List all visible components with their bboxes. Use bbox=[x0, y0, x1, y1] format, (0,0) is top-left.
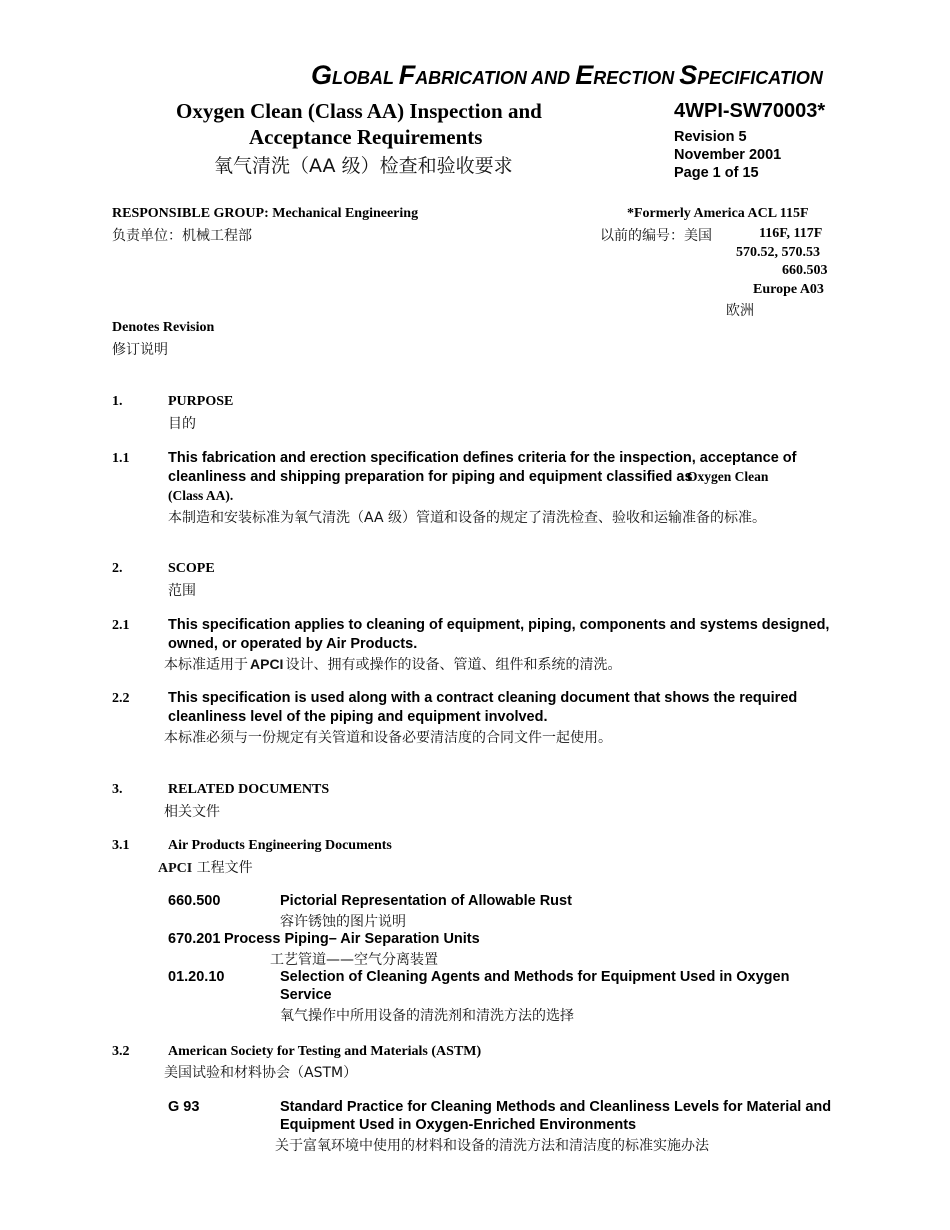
section-1-1-overlap-text: Oxygen Clean bbox=[687, 469, 769, 484]
page-number: Page 1 of 15 bbox=[674, 165, 759, 181]
section-3-title-cn: 相关文件 bbox=[164, 804, 220, 820]
spec-series-title: GLOBAL FABRICATION AND ERECTION SPECIFICATION bbox=[311, 60, 823, 90]
formerly-line4: 660.503 bbox=[782, 263, 828, 278]
formerly-numbers: *Formerly America ACL 115F bbox=[627, 206, 809, 221]
section-1-1-line2: cleanliness and shipping preparation for piping and equipment classified as bbox=[168, 469, 693, 485]
formerly-line5: Europe A03 bbox=[753, 282, 824, 297]
apci-doc-code: 660.500 bbox=[168, 893, 221, 909]
denotes-revision: Denotes Revision bbox=[112, 320, 215, 335]
document-title-line1: Oxygen Clean (Class AA) Inspection and bbox=[176, 99, 542, 123]
formerly-line2: 116F, 117F bbox=[759, 226, 823, 241]
responsible-group-cn: 负责单位：机械工程部 bbox=[112, 228, 252, 244]
formerly-europe-cn: 欧洲 bbox=[726, 303, 754, 319]
section-3-1-cn bbox=[158, 857, 253, 877]
section-2-1-line1: This specification applies to cleaning of equipment, piping, components and systems designed, bbox=[168, 617, 830, 633]
section-2-1-cn-c: 设计、拥有或操作的设备、管道、组件和系统的清洗。 bbox=[285, 657, 622, 673]
section-1-title: PURPOSE bbox=[168, 394, 234, 409]
astm-doc-title-line2: Equipment Used in Oxygen-Enriched Environments bbox=[280, 1117, 637, 1133]
section-3-1-number: 3.1 bbox=[112, 838, 130, 853]
document-title-cn: 氧气清洗（AA 级）检查和验收要求 bbox=[214, 155, 513, 177]
apci-doc-title-line1: Selection of Cleaning Agents and Methods for Equipment Used in Oxygen bbox=[280, 969, 790, 985]
section-2-1-cn-a: 本标准适用于 bbox=[164, 657, 248, 673]
section-2-2-number: 2.2 bbox=[112, 691, 130, 706]
apci-doc-code: 670.201 bbox=[168, 931, 221, 947]
formerly-line3: 570.52, 570.53 bbox=[736, 245, 820, 260]
apci-doc-title: Pictorial Representation of Allowable Rust bbox=[280, 893, 572, 909]
section-3-2-title: American Society for Testing and Materials (ASTM) bbox=[168, 1044, 482, 1059]
astm-doc-title-cn: 关于富氧环境中使用的材料和设备的清洗方法和清洁度的标准实施办法 bbox=[275, 1138, 709, 1154]
apci-doc-code: 01.20.10 bbox=[168, 969, 225, 985]
section-1-1-line3: (Class AA). bbox=[168, 488, 234, 503]
astm-doc-code: G 93 bbox=[168, 1099, 200, 1115]
revision-date: November 2001 bbox=[674, 147, 782, 163]
apci-doc-title-cn: 容许锈蚀的图片说明 bbox=[280, 914, 406, 930]
astm-doc-title-line1: Standard Practice for Cleaning Methods and Cleanliness Levels for Material and bbox=[280, 1099, 832, 1115]
denotes-revision-cn: 修订说明 bbox=[112, 342, 168, 358]
section-3-2-cn: 美国试验和材料协会（ASTM） bbox=[164, 1065, 358, 1081]
section-2-1-cn bbox=[164, 654, 621, 674]
section-2-title-cn: 范围 bbox=[168, 583, 196, 599]
document-number: 4WPI-SW70003* bbox=[674, 100, 826, 122]
apci-doc-title-cn: 工艺管道——空气分离装置 bbox=[270, 952, 438, 968]
section-2-2-line2: cleanliness level of the piping and equipment involved. bbox=[168, 709, 548, 725]
section-1-1-number: 1.1 bbox=[112, 451, 130, 466]
section-2-1-number: 2.1 bbox=[112, 618, 130, 633]
section-2-number: 2. bbox=[112, 561, 123, 576]
section-2-2-line1: This specification is used along with a contract cleaning document that shows the required bbox=[168, 690, 798, 706]
section-3-1-cn-rest: 工程文件 bbox=[192, 860, 253, 876]
section-1-1-line1: This fabrication and erection specification defines criteria for the inspection, acceptance of bbox=[168, 450, 797, 466]
apci-doc-title: Process Piping– Air Separation Units bbox=[224, 931, 480, 947]
section-2-title: SCOPE bbox=[168, 561, 215, 576]
section-3-2-number: 3.2 bbox=[112, 1044, 130, 1059]
section-1-title-cn: 目的 bbox=[168, 416, 196, 432]
apci-doc-title-cn: 氧气操作中所用设备的清洗剂和清洗方法的选择 bbox=[280, 1008, 574, 1024]
section-3-number: 3. bbox=[112, 782, 123, 797]
section-2-2-cn: 本标准必须与一份规定有关管道和设备必要清洁度的合同文件一起使用。 bbox=[164, 730, 612, 746]
section-3-1-title: Air Products Engineering Documents bbox=[168, 838, 392, 853]
revision-label: Revision 5 bbox=[674, 129, 747, 145]
apci-doc-title-line2: Service bbox=[280, 987, 332, 1003]
responsible-group: RESPONSIBLE GROUP: Mechanical Engineering bbox=[112, 206, 419, 221]
section-2-1-cn-apci: APCI bbox=[250, 656, 284, 672]
document-title-line2: Acceptance Requirements bbox=[249, 125, 483, 149]
section-1-number: 1. bbox=[112, 394, 123, 409]
section-3-1-cn-apci: APCI bbox=[158, 861, 193, 876]
section-2-1-line2: owned, or operated by Air Products. bbox=[168, 636, 418, 652]
formerly-numbers-cn: 以前的编号：美国 bbox=[600, 228, 712, 244]
section-1-1-cn: 本制造和安装标准为氧气清洗（AA 级）管道和设备的规定了清洗检查、验收和运输准备的标准。 bbox=[168, 510, 766, 526]
section-3-title: RELATED DOCUMENTS bbox=[168, 782, 330, 797]
